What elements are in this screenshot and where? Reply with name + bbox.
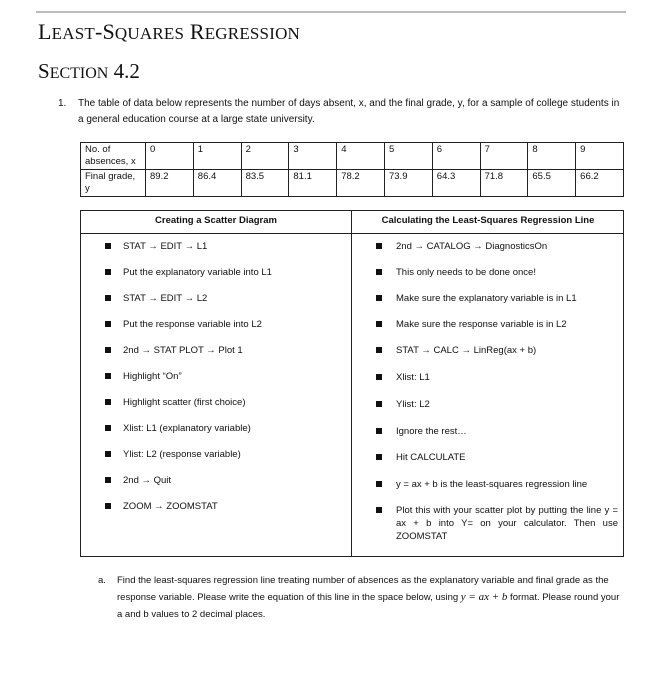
section-heading: SECTION 4.2 <box>38 59 140 83</box>
top-rule <box>36 11 626 13</box>
table-cell: 1 <box>193 143 241 170</box>
bullet-icon <box>376 321 382 327</box>
bullet-icon <box>105 399 111 405</box>
bullet-icon <box>376 454 382 460</box>
bullet-icon <box>376 481 382 487</box>
instructions-table: Creating a Scatter Diagram Calculating the Least-Squares Regression Line STAT → EDIT → L1 Put the explanatory variable into L1 STAT → EDIT → L2 Put the response variable into L2 2nd → STAT PLOT → Plot 1 Highlight “On” Highlight scatter (first choice) Xlist: L1 (explanatory variable) Ylist: L2 (response variable) 2nd → Quit ZOOM → ZOOMSTAT 2nd → CATALOG → DiagnosticsOn This only needs to be done once! Make sure the explanatory variable is in L1 Make sure the response variable is in L2 STAT → CALC → LinReg(ax + b) Xlist: L1 Ylist: L2 Ignore the rest… Hit CALCULATE y = ax + b is the least-squares regression line Plot this with your scatter plot by putting the line y = ax + b into Y= on your calculator. Then use ZOOMSTAT <box>80 210 624 557</box>
table-cell: 9 <box>576 143 624 170</box>
question-a-text: Find the least-squares regression line treating number of absences as the explanatory variable and final grade as the response variable. Please write the equation of this line in the space below, using y = ax + b format. Please round your a and b values to 2 decimal places. <box>117 575 620 620</box>
table-cell: 2 <box>241 143 289 170</box>
row-label: Final grade, y <box>81 170 146 197</box>
table-row-absences <box>81 143 624 170</box>
table-cell: 8 <box>528 143 576 170</box>
table-cell: 71.8 <box>480 170 528 197</box>
table-cell: 73.9 <box>384 170 432 197</box>
table-cell: 66.2 <box>576 170 624 197</box>
bullet-icon <box>105 425 111 431</box>
table-cell: 89.2 <box>146 170 194 197</box>
bullet-icon <box>376 243 382 249</box>
header-rule <box>81 233 623 234</box>
table-cell: 6 <box>432 143 480 170</box>
bullet-icon <box>376 428 382 434</box>
table-row-grades <box>81 170 624 197</box>
page-title: LEAST-SQUARES REGRESSION <box>38 19 301 44</box>
bullet-icon <box>105 295 111 301</box>
table-cell: 64.3 <box>432 170 480 197</box>
data-table <box>80 142 624 197</box>
table-cell: 86.4 <box>193 170 241 197</box>
bullet-icon <box>105 451 111 457</box>
table-cell: 78.2 <box>337 170 385 197</box>
table-cell: 83.5 <box>241 170 289 197</box>
bullet-icon <box>105 373 111 379</box>
question-number: 1. <box>58 98 67 109</box>
column-divider <box>351 211 352 556</box>
scatter-diagram-header: Creating a Scatter Diagram <box>155 215 277 226</box>
regression-line-header: Calculating the Least-Squares Regression Line <box>381 215 595 226</box>
bullet-icon <box>105 243 111 249</box>
table-cell: 4 <box>337 143 385 170</box>
bullet-icon <box>105 477 111 483</box>
table-cell: 7 <box>480 143 528 170</box>
row-label: No. of absences, x <box>81 143 146 170</box>
bullet-icon <box>105 269 111 275</box>
question-text: The table of data below represents the number of days absent, x, and the final grade, y, for a sample of college students in a general education course at a large state university. <box>78 98 620 125</box>
table-cell: 81.1 <box>289 170 337 197</box>
bullet-icon <box>376 401 382 407</box>
bullet-icon <box>376 374 382 380</box>
bullet-icon <box>105 321 111 327</box>
formula: y = ax + b <box>460 591 508 603</box>
bullet-icon <box>105 503 111 509</box>
bullet-icon <box>376 269 382 275</box>
bullet-icon <box>376 507 382 513</box>
table-cell: 5 <box>384 143 432 170</box>
table-cell: 65.5 <box>528 170 576 197</box>
table-cell: 3 <box>289 143 337 170</box>
bullet-icon <box>376 347 382 353</box>
bullet-icon <box>376 295 382 301</box>
question-letter: a. <box>98 575 106 586</box>
table-cell: 0 <box>146 143 194 170</box>
bullet-icon <box>105 347 111 353</box>
